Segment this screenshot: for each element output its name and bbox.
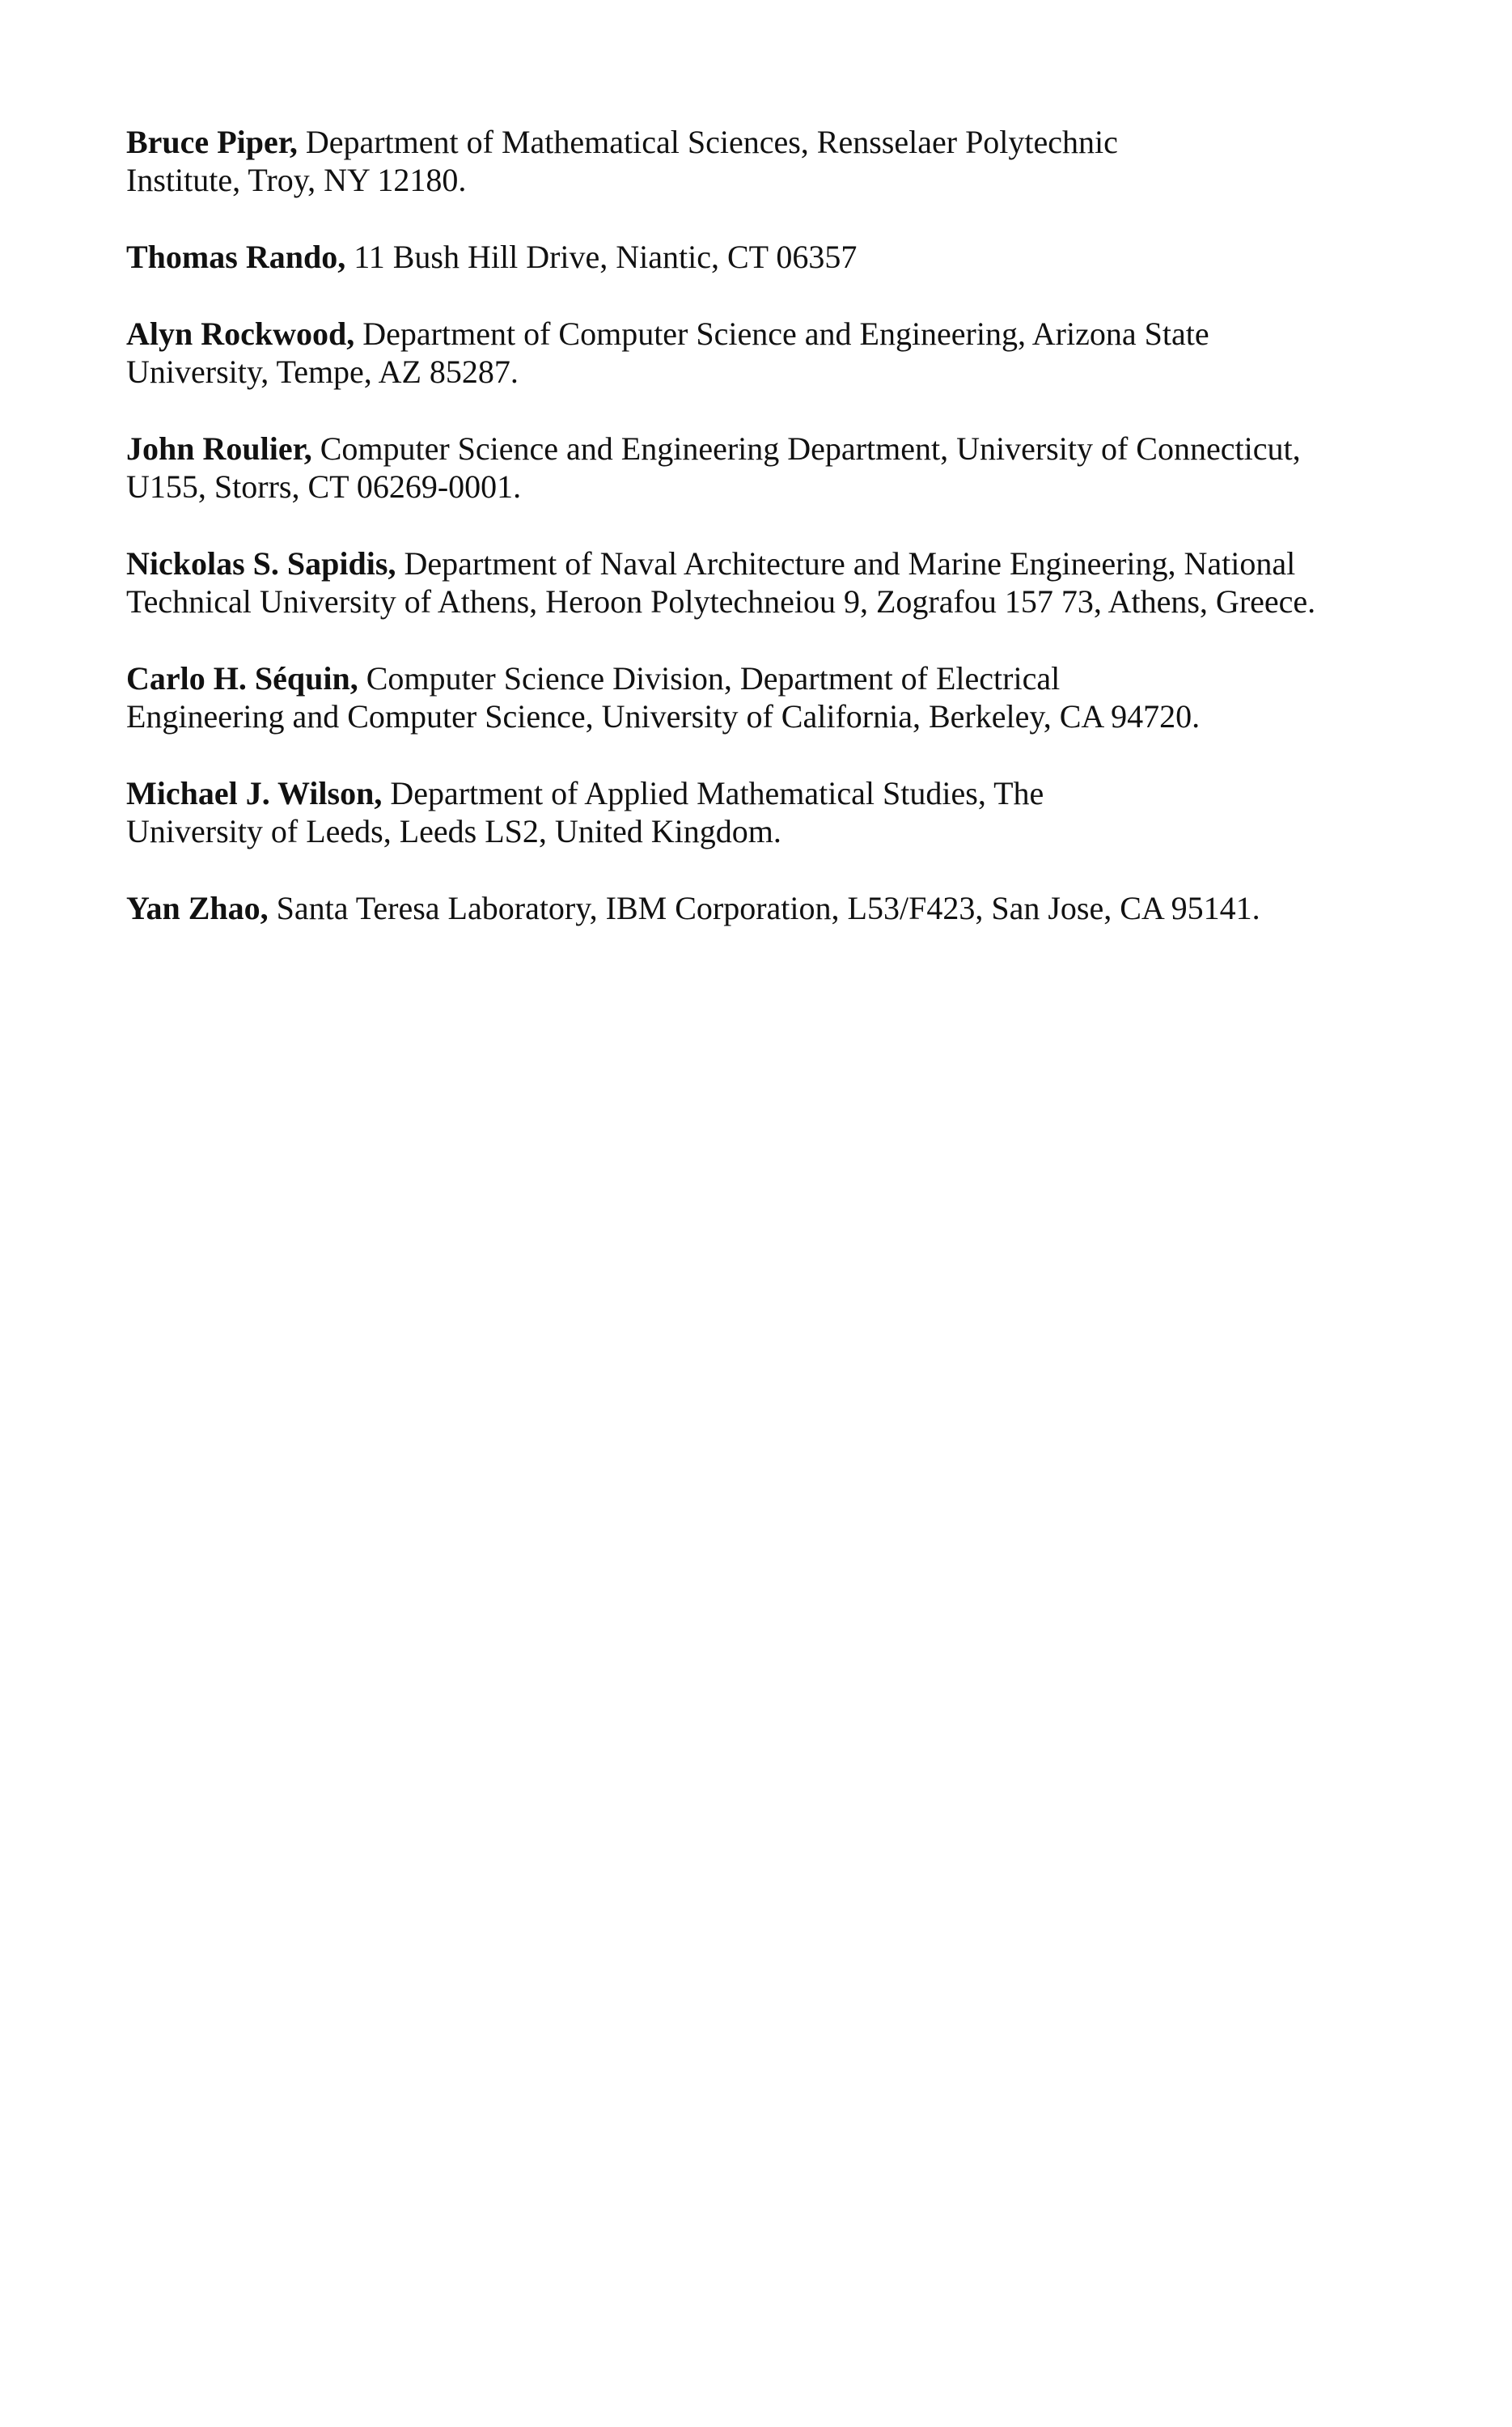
contributor-affiliation-line1: Computer Science Division, Department of Electrical — [358, 660, 1061, 697]
contributor-name: Bruce Piper, — [126, 124, 298, 160]
contributor-affiliation-line1: Department of Mathematical Sciences, Rensselaer Polytechnic — [297, 124, 1118, 160]
contributor-name: Michael J. Wilson, — [126, 775, 383, 811]
contributor-affiliation-line2: U155, Storrs, CT 06269-0001. — [126, 468, 522, 505]
contributor-name: John Roulier, — [126, 430, 312, 467]
contributor-affiliation-line2: Institute, Troy, NY 12180. — [126, 162, 467, 198]
contributor-entry-roulier — [126, 430, 1421, 506]
contributor-name: Yan Zhao, — [126, 890, 269, 926]
contributor-name: Thomas Rando, — [126, 239, 346, 275]
contributor-affiliation-line2: University of Leeds, Leeds LS2, United Kingdom. — [126, 813, 781, 849]
contributor-affiliation-line1: Santa Teresa Laboratory, IBM Corporation, L53/F423, San Jose, CA 95141. — [268, 890, 1260, 926]
contributor-affiliation-line1: Computer Science and Engineering Department, University of Connecticut, — [311, 430, 1301, 467]
contributor-entry-sapidis — [126, 544, 1421, 621]
contributor-affiliation-line1: Department of Applied Mathematical Studies, The — [382, 775, 1044, 811]
contributor-affiliation-line2: Engineering and Computer Science, University of California, Berkeley, CA 94720. — [126, 698, 1201, 735]
contributor-entry-rockwood — [126, 315, 1421, 391]
contributor-affiliation-line1: Department of Naval Architecture and Marine Engineering, National — [396, 545, 1296, 582]
contributor-affiliation-line2: Technical University of Athens, Heroon Polytechneiou 9, Zografou 157 73, Athens, Greece. — [126, 583, 1316, 620]
contributor-entry-piper — [126, 123, 1421, 199]
contributor-name: Alyn Rockwood, — [126, 316, 355, 352]
contributor-entry-sequin — [126, 659, 1421, 735]
contributor-name: Nickolas S. Sapidis, — [126, 545, 396, 582]
contributor-affiliation-line1: 11 Bush Hill Drive, Niantic, CT 06357 — [345, 239, 858, 275]
contributor-entry-rando — [126, 238, 1421, 276]
contributor-entry-wilson — [126, 774, 1421, 850]
contributor-name: Carlo H. Séquin, — [126, 660, 358, 697]
contributor-affiliation-line2: University, Tempe, AZ 85287. — [126, 354, 519, 390]
contributor-entry-zhao — [126, 889, 1421, 927]
contributor-affiliation-line1: Department of Computer Science and Engineering, Arizona State — [354, 316, 1209, 352]
contributor-list — [126, 123, 1421, 966]
